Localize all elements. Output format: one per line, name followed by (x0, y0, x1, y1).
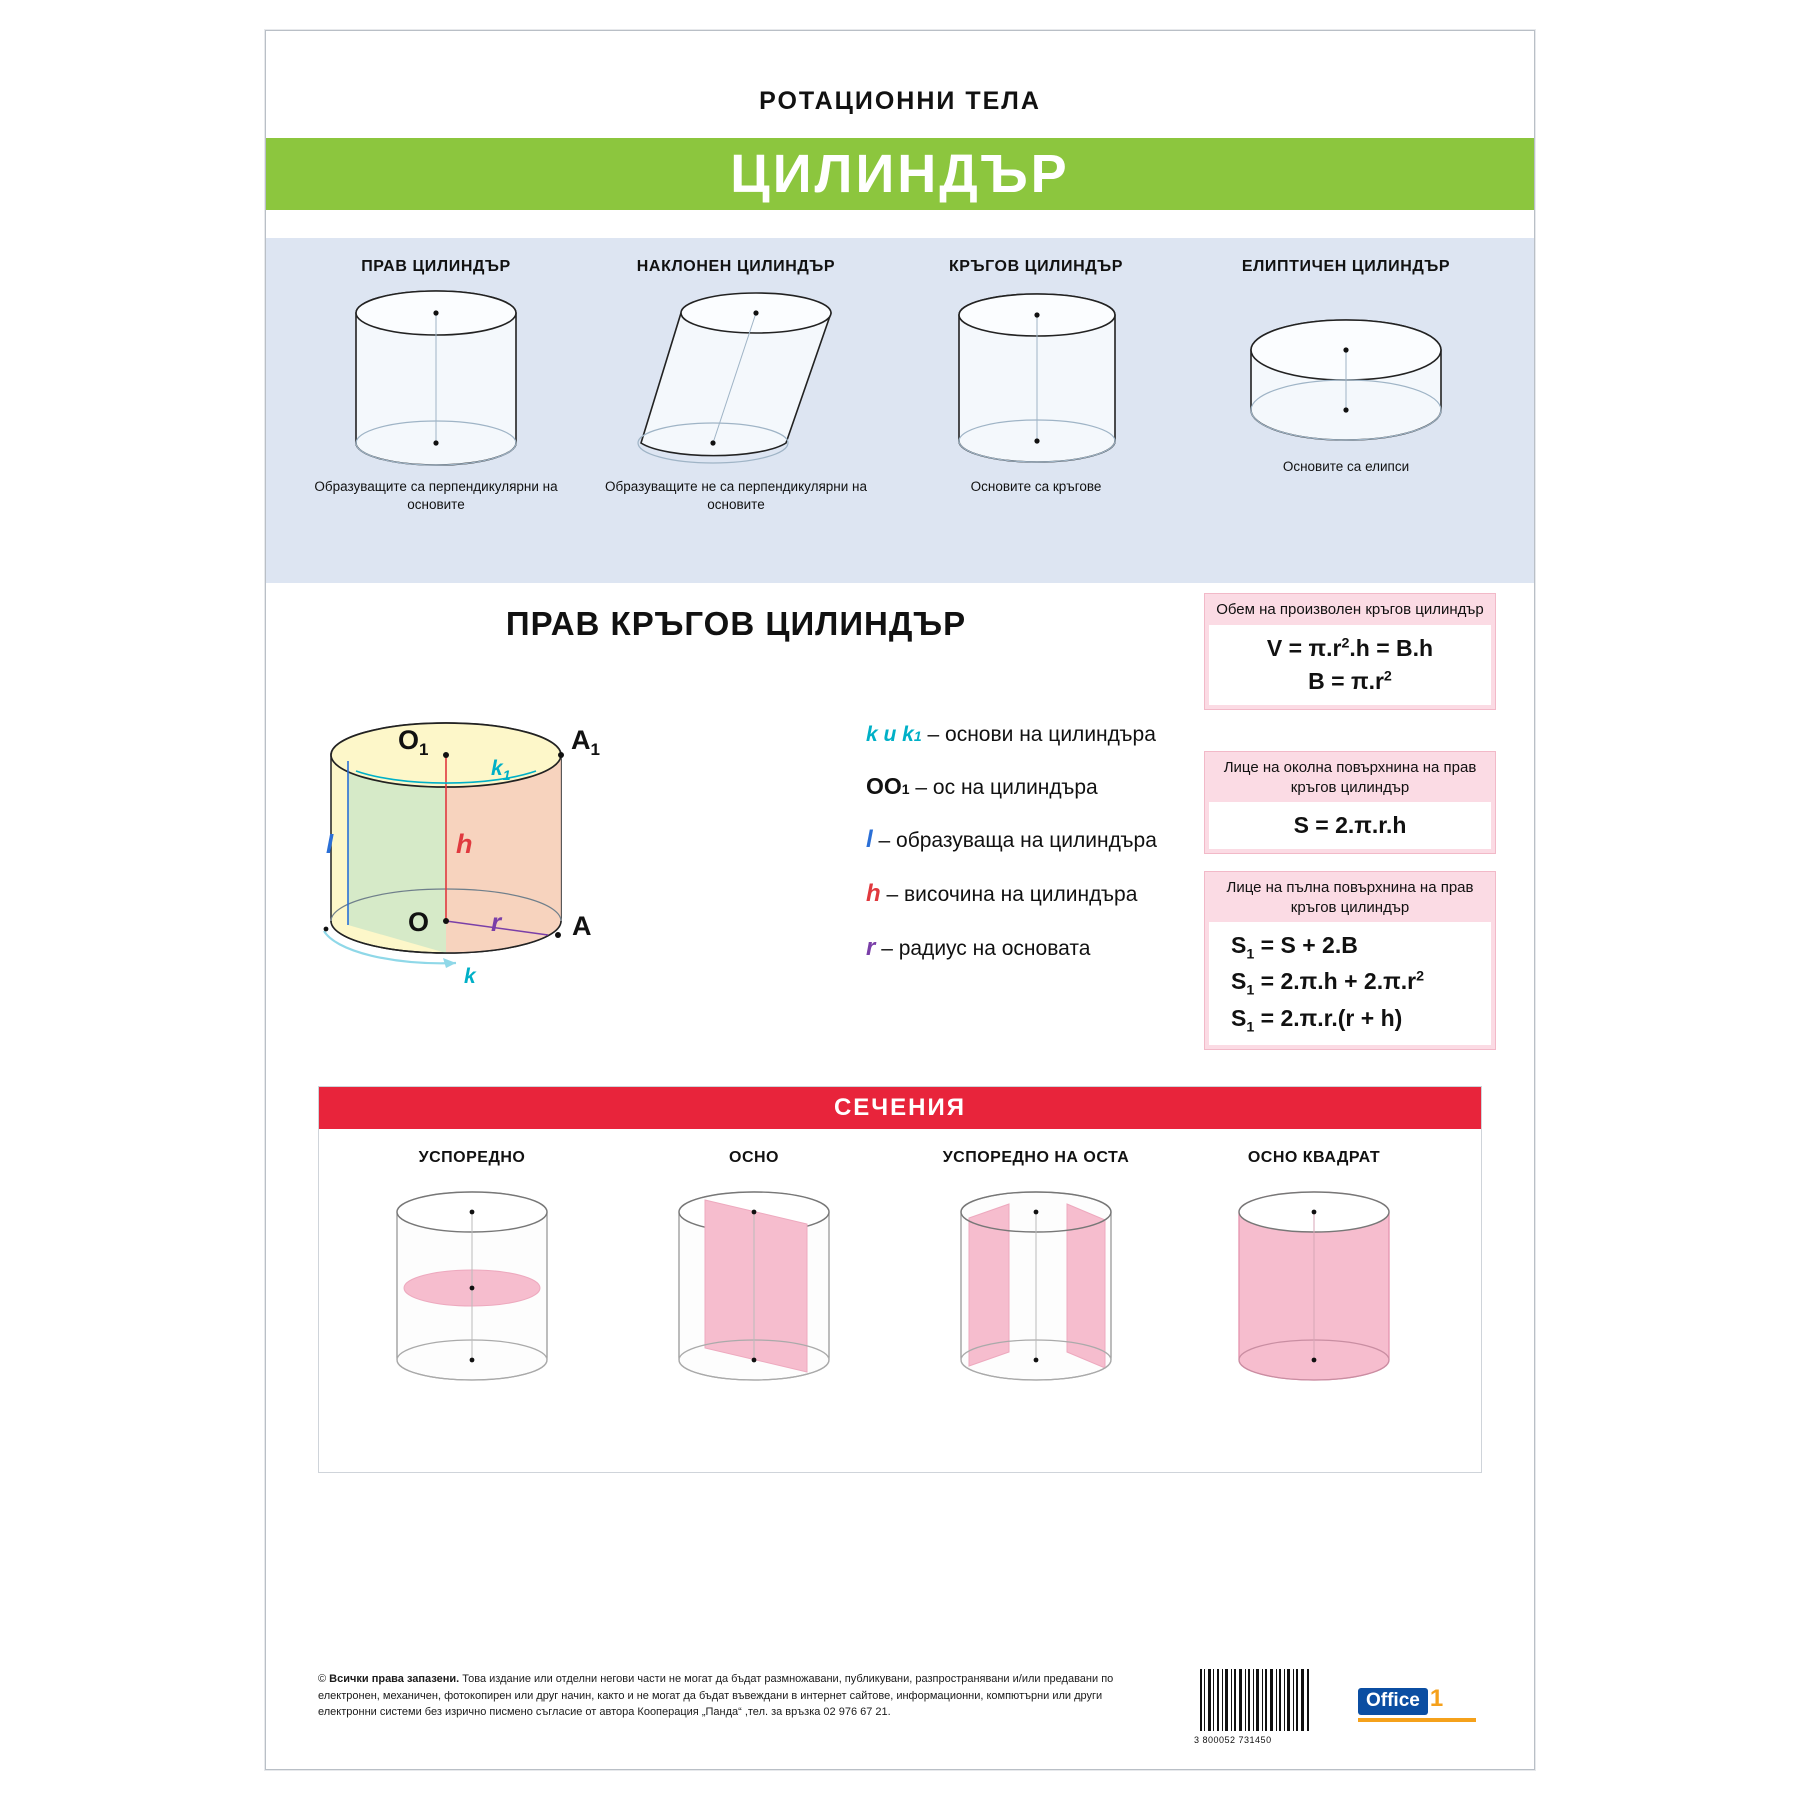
formula-line: $B = \pi.r^2$ (1308, 667, 1392, 694)
oblique-cylinder-icon (636, 283, 836, 478)
legend-symbol: l (866, 826, 873, 853)
type-title: ПРАВ ЦИЛИНДЪР (361, 258, 511, 275)
barcode-number: 3 800052 731450 (1194, 1735, 1272, 1745)
formula-title: Обем на произволен кръгов цилиндър (1216, 601, 1484, 618)
cylinder-types-band (266, 238, 1534, 583)
type-caption: Основите са елипси (1282, 458, 1410, 474)
labelled-cylinder-icon (286, 663, 616, 993)
logo-one-text: 1 (1429, 1685, 1444, 1712)
legend-list (866, 723, 1256, 988)
type-caption: Образуващите са перпендикулярни на основите (314, 478, 558, 512)
straight-cylinder-figure (286, 278, 586, 478)
label-r: r (491, 907, 502, 937)
legend-symbol: r (866, 934, 876, 961)
section-parallel-figure (337, 1167, 607, 1397)
legend-item-k (866, 723, 1256, 747)
formula-box-total-area (1204, 871, 1496, 1050)
formula-line: $V = \pi.r^2.h = B.h$ (1266, 634, 1434, 661)
straight-cylinder-icon (341, 283, 531, 478)
type-oblique-cylinder (586, 256, 886, 514)
footer-rights: Всички права запазени. (329, 1673, 460, 1685)
poster-supertitle: РОТАЦИОННИ ТЕЛА (759, 87, 1041, 115)
elliptic-cylinder-icon (1241, 298, 1451, 458)
type-caption: Основите са кръгове (970, 478, 1102, 494)
label-l: l (326, 829, 334, 859)
formula-title: Лице на околна повърхнина на прав кръгов цилиндър (1223, 759, 1477, 796)
oblique-cylinder-figure (586, 278, 886, 478)
section-title: УСПОРЕДНО НА ОСТА (942, 1149, 1130, 1166)
legend-text: – височина на цилиндъра (886, 883, 1138, 906)
sections-band-title: СЕЧЕНИЯ (833, 1094, 967, 1121)
legend-text: – основи на цилиндъра (927, 723, 1156, 746)
poster (265, 30, 1535, 1770)
legend-symbol: h (866, 880, 881, 907)
label-o: O (408, 907, 430, 937)
label-k1: $k_1$ (491, 757, 511, 783)
section-title: ОСНО (729, 1149, 779, 1166)
formula-body (1209, 625, 1491, 706)
label-h: h (456, 829, 473, 859)
legend-symbol: OO1 (866, 773, 910, 799)
section-parallel (337, 1149, 607, 1397)
page-title: ЦИЛИНДЪР (730, 144, 1070, 204)
section-axial-square-figure (1179, 1167, 1449, 1397)
formula-body (1209, 922, 1491, 1045)
label-k: k (464, 965, 476, 988)
logo-underline (1358, 1718, 1476, 1722)
main-title: ПРАВ КРЪГОВ ЦИЛИНДЪР (505, 605, 967, 642)
formula-line: $S_1 = 2.\pi.h + 2.\pi.r^2$ (1231, 968, 1425, 999)
sections-band (319, 1087, 1481, 1129)
footer-text: Това издание или отделни негови части не могат да бъдат размножавани, публикувани, разпространявани и/или предавани по електронен, механичен, фотокопирен или друг начин, както и не могат да бъдат въвеждани в интернет сайтове, информационни, компютърни или други електронни системи без изрично писмено съгласие от автора Кооперация „Панда“ ,тел. за връзка 02 976 67 21. (318, 1673, 1114, 1718)
legend-text: – радиус на основата (881, 937, 1091, 960)
formula-line: $S_1 = S + 2.B$ (1231, 932, 1358, 963)
formula-line: $S_1 = 2.\pi.r.(r + h)$ (1231, 1004, 1403, 1036)
circular-cylinder-figure (886, 278, 1186, 478)
formula-box-volume (1204, 593, 1496, 710)
formula-title: Лице на пълна повърхнина на прав кръгов цилиндър (1226, 879, 1474, 916)
office1-logo (1358, 1685, 1478, 1722)
formula-box-lateral-area (1204, 751, 1496, 854)
type-straight-cylinder (286, 256, 586, 514)
sections-panel (318, 1086, 1482, 1473)
axial-section-icon (667, 1182, 842, 1397)
section-title: УСПОРЕДНО (418, 1149, 526, 1166)
type-circular-cylinder (886, 256, 1186, 496)
footer-fineprint (318, 1671, 1148, 1721)
section-title: ОСНО КВАДРАТ (1247, 1149, 1381, 1166)
section-axial (619, 1149, 889, 1397)
footer (318, 1667, 1482, 1747)
legend-text: – образуваща на цилиндъра (878, 829, 1157, 852)
legend-item-axis (866, 773, 1256, 800)
elliptic-cylinder-figure (1196, 278, 1496, 458)
main-section (266, 583, 1534, 1103)
legend-item-r (866, 934, 1256, 962)
formula-body (1209, 802, 1491, 849)
labelled-cylinder-figure (286, 663, 616, 993)
section-axial-figure (619, 1167, 889, 1397)
label-a: A (572, 911, 592, 941)
legend-item-l (866, 826, 1256, 854)
type-title: КРЪГОВ ЦИЛИНДЪР (948, 258, 1124, 275)
legend-symbol: k и k1 (866, 723, 922, 746)
legend-text: – ос на цилиндъра (915, 776, 1098, 799)
poster-title-band (266, 138, 1534, 210)
type-caption: Образуващите не са перпендикулярни на основите (604, 478, 867, 512)
label-a1: $A_1$ (571, 725, 600, 759)
formula-line: S = 2.π.r.h (1293, 812, 1407, 838)
type-title: НАКЛОНЕН ЦИЛИНДЪР (636, 258, 836, 275)
parallel-section-icon (385, 1182, 560, 1397)
type-elliptic-cylinder (1196, 256, 1496, 476)
axial-square-section-icon (1227, 1182, 1402, 1397)
copyright-icon: © (318, 1673, 327, 1685)
logo-office-text: Office (1358, 1688, 1428, 1715)
section-parallel-to-axis-figure (901, 1167, 1171, 1397)
label-o1: $O_1$ (398, 725, 429, 759)
section-parallel-to-axis (901, 1149, 1171, 1397)
type-title: ЕЛИПТИЧЕН ЦИЛИНДЪР (1241, 258, 1451, 275)
circular-cylinder-icon (941, 283, 1131, 478)
legend-item-h (866, 880, 1256, 908)
barcode-icon (1198, 1669, 1313, 1731)
section-axial-square (1179, 1149, 1449, 1397)
parallel-to-axis-section-icon (949, 1182, 1124, 1397)
barcode (1198, 1669, 1313, 1731)
